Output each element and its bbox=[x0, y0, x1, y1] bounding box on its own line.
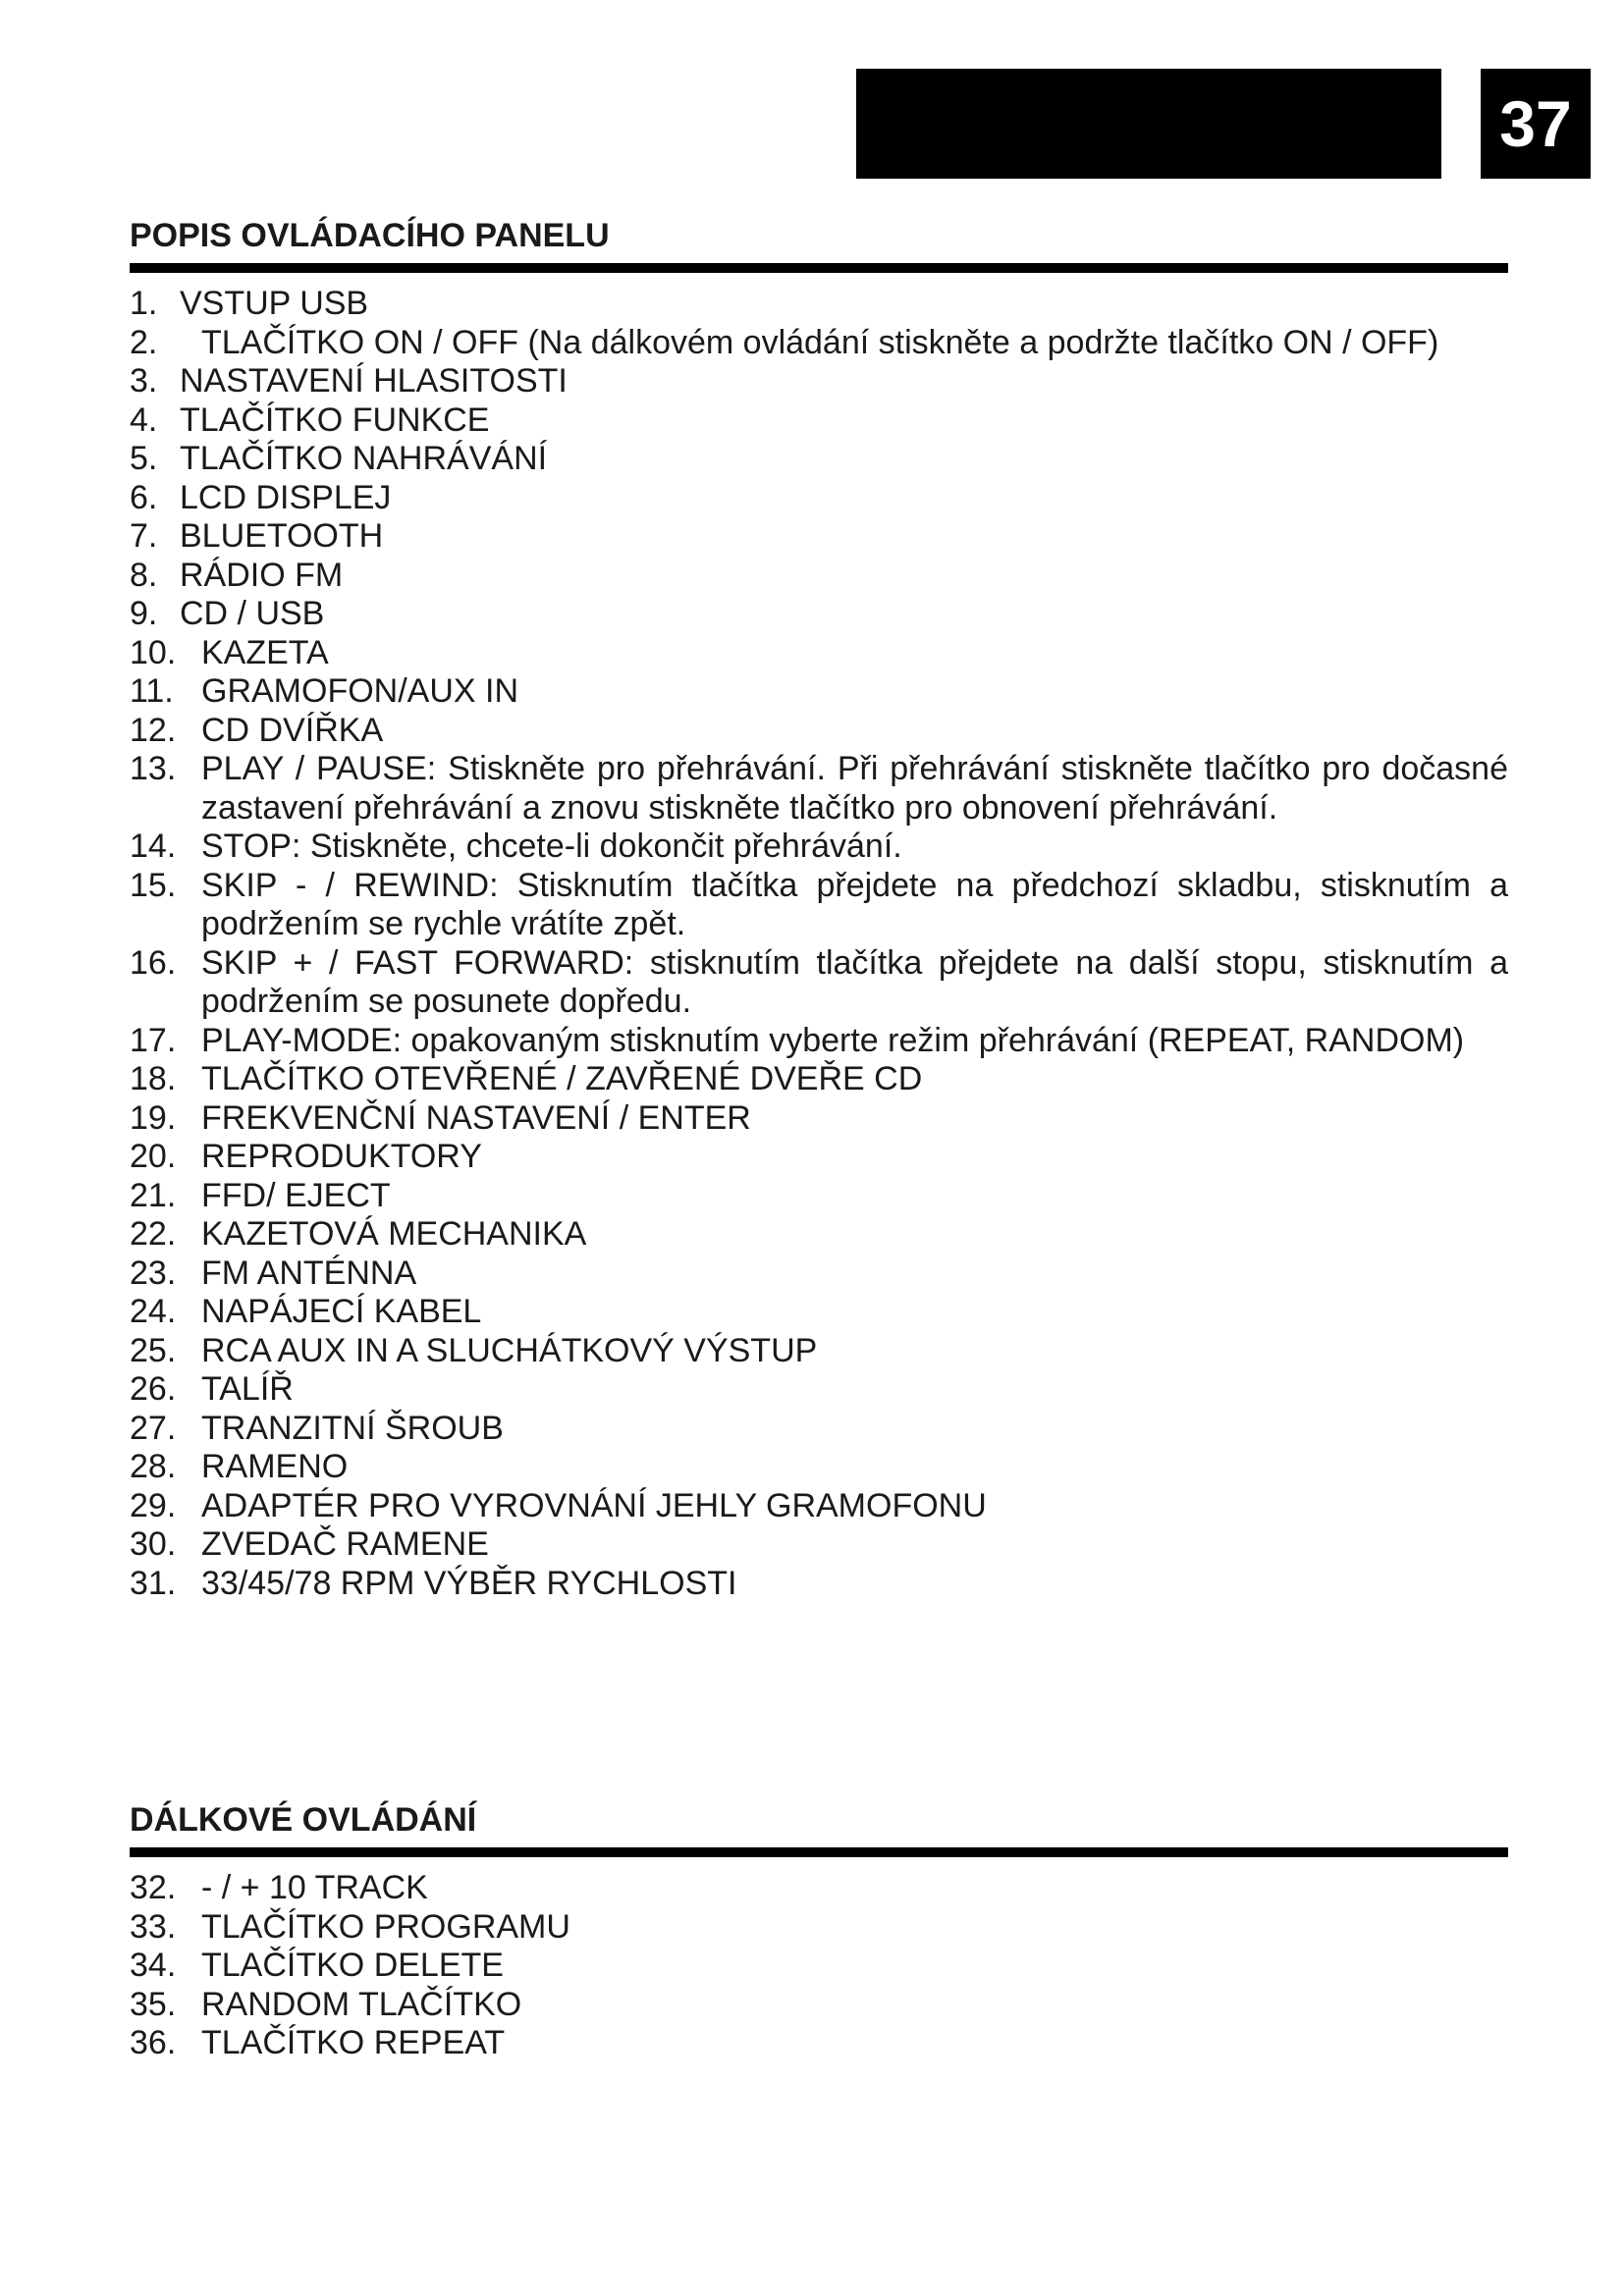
item-text: TLAČÍTKO OTEVŘENÉ / ZAVŘENÉ DVEŘE CD bbox=[201, 1060, 923, 1097]
item-text: SKIP + / FAST FORWARD: stisknutím tlačítka přejdete na další stopu, stisknutím a podržením se posunete dopředu. bbox=[201, 943, 1508, 1020]
item-number: 30. bbox=[130, 1525, 177, 1563]
item-number: 6. bbox=[130, 478, 158, 516]
item-text: TALÍŘ bbox=[201, 1370, 294, 1408]
list-item bbox=[130, 712, 1508, 751]
list-item bbox=[130, 324, 1508, 363]
item-number: 22. bbox=[130, 1215, 177, 1253]
list-item bbox=[130, 828, 1508, 867]
item-number: 32. bbox=[130, 1869, 177, 1906]
list-item bbox=[130, 1293, 1508, 1332]
item-text: PLAY / PAUSE: Stiskněte pro přehrávání. Při přehrávání stiskněte tlačítko pro dočasné zastavení přehrávání a znovu stiskněte tlačítko pro obnovení přehrávání. bbox=[201, 750, 1508, 827]
list-item bbox=[130, 1448, 1508, 1487]
list-item bbox=[130, 1177, 1508, 1216]
item-text: SKIP - / REWIND: Stisknutím tlačítka přejdete na předchozí skladbu, stisknutím a podržením se rychle vrátíte zpět. bbox=[201, 866, 1508, 942]
list-item bbox=[130, 401, 1508, 441]
item-number: 36. bbox=[130, 2024, 177, 2061]
item-text: TLAČÍTKO PROGRAMU bbox=[201, 1907, 570, 1946]
list-item bbox=[130, 1565, 1508, 1604]
item-number: 19. bbox=[130, 1098, 177, 1137]
item-number: 7. bbox=[130, 517, 158, 555]
list-item bbox=[130, 1099, 1508, 1139]
item-text: TLAČÍTKO NAHRÁVÁNÍ bbox=[180, 440, 548, 477]
item-text: RAMENO bbox=[201, 1448, 349, 1485]
item-text: TLAČÍTKO FUNKCE bbox=[180, 400, 490, 439]
list-item bbox=[130, 1022, 1508, 1061]
item-text: RCA AUX IN A SLUCHÁTKOVÝ VÝSTUP bbox=[201, 1331, 818, 1369]
list-item bbox=[130, 2024, 1508, 2063]
item-number: 27. bbox=[130, 1409, 177, 1447]
item-text: TLAČÍTKO ON / OFF (Na dálkovém ovládání stiskněte a podržte tlačítko ON / OFF) bbox=[201, 323, 1439, 361]
list-item bbox=[130, 1410, 1508, 1449]
item-number: 33. bbox=[130, 1907, 177, 1946]
item-number: 14. bbox=[130, 828, 177, 865]
list-item bbox=[130, 285, 1508, 324]
item-number: 3. bbox=[130, 362, 158, 400]
item-number: 20. bbox=[130, 1138, 177, 1175]
list-item bbox=[130, 867, 1508, 944]
item-text: CD / USB bbox=[180, 595, 325, 632]
list-item bbox=[130, 1525, 1508, 1565]
item-list bbox=[130, 285, 1508, 1603]
list-item bbox=[130, 362, 1508, 401]
item-number: 8. bbox=[130, 556, 158, 594]
item-number: 12. bbox=[130, 711, 177, 749]
item-text: ADAPTÉR PRO VYROVNÁNÍ JEHLY GRAMOFONU bbox=[201, 1486, 987, 1524]
item-text: FM ANTÉNNA bbox=[201, 1254, 417, 1292]
item-text: - / + 10 TRACK bbox=[201, 1869, 428, 1906]
item-text: STOP: Stiskněte, chcete-li dokončit přehrávání. bbox=[201, 828, 902, 865]
item-number: 28. bbox=[130, 1448, 177, 1485]
item-text: CD DVÍŘKA bbox=[201, 711, 384, 749]
section-title: POPIS OVLÁDACÍHO PANELU bbox=[130, 217, 610, 254]
list-item bbox=[130, 944, 1508, 1022]
item-number: 13. bbox=[130, 750, 177, 787]
item-number: 11. bbox=[130, 672, 174, 710]
list-item bbox=[130, 1869, 1508, 1908]
section-control-panel bbox=[130, 214, 1508, 1603]
item-number: 10. bbox=[130, 633, 177, 671]
list-item bbox=[130, 672, 1508, 712]
item-text: TLAČÍTKO REPEAT bbox=[201, 2024, 506, 2061]
section-divider bbox=[130, 263, 1508, 273]
list-item bbox=[130, 479, 1508, 518]
item-number: 26. bbox=[130, 1370, 177, 1408]
item-number: 15. bbox=[130, 866, 177, 904]
item-number: 5. bbox=[130, 440, 158, 477]
item-text: LCD DISPLEJ bbox=[180, 478, 392, 516]
section-remote-control bbox=[130, 1798, 1508, 2063]
section-title: DÁLKOVÉ OVLÁDÁNÍ bbox=[130, 1801, 477, 1839]
list-item bbox=[130, 517, 1508, 557]
list-item bbox=[130, 1487, 1508, 1526]
list-item bbox=[130, 557, 1508, 596]
item-number: 1. bbox=[130, 285, 158, 322]
list-item bbox=[130, 595, 1508, 634]
list-item bbox=[130, 440, 1508, 479]
item-text: KAZETOVÁ MECHANIKA bbox=[201, 1215, 587, 1253]
item-number: 18. bbox=[130, 1060, 177, 1097]
item-list bbox=[130, 1869, 1508, 2063]
item-number: 4. bbox=[130, 400, 158, 439]
item-number: 17. bbox=[130, 1021, 177, 1059]
item-text: GRAMOFON/AUX IN bbox=[201, 672, 519, 710]
item-text: TLAČÍTKO DELETE bbox=[201, 1947, 504, 1984]
list-item bbox=[130, 1215, 1508, 1255]
item-number: 35. bbox=[130, 1985, 177, 2023]
item-number: 23. bbox=[130, 1254, 177, 1292]
item-text: FFD/ EJECT bbox=[201, 1176, 391, 1214]
list-item bbox=[130, 1370, 1508, 1410]
item-text: FREKVENČNÍ NASTAVENÍ / ENTER bbox=[201, 1098, 751, 1137]
item-number: 29. bbox=[130, 1486, 177, 1524]
item-text: 33/45/78 RPM VÝBĚR RYCHLOSTI bbox=[201, 1564, 737, 1602]
item-text: KAZETA bbox=[201, 633, 329, 671]
item-text: RÁDIO FM bbox=[180, 556, 344, 594]
item-text: RANDOM TLAČÍTKO bbox=[201, 1985, 522, 2023]
list-item bbox=[130, 1332, 1508, 1371]
item-text: REPRODUKTORY bbox=[201, 1138, 482, 1175]
list-item bbox=[130, 1138, 1508, 1177]
item-text: TRANZITNÍ ŠROUB bbox=[201, 1409, 504, 1447]
header-bar bbox=[856, 69, 1441, 179]
item-text: NASTAVENÍ HLASITOSTI bbox=[180, 362, 568, 400]
page-number-box bbox=[1481, 69, 1591, 179]
list-item bbox=[130, 1947, 1508, 1986]
list-item bbox=[130, 1986, 1508, 2025]
item-text: PLAY-MODE: opakovaným stisknutím vyberte režim přehrávání (REPEAT, RANDOM) bbox=[201, 1021, 1465, 1059]
list-item bbox=[130, 1060, 1508, 1099]
item-text: BLUETOOTH bbox=[180, 517, 384, 555]
list-item bbox=[130, 634, 1508, 673]
page-number: 37 bbox=[1499, 87, 1572, 160]
item-text: VSTUP USB bbox=[180, 285, 369, 322]
item-number: 25. bbox=[130, 1331, 177, 1369]
item-number: 34. bbox=[130, 1947, 177, 1984]
item-number: 31. bbox=[130, 1564, 177, 1602]
list-item bbox=[130, 1255, 1508, 1294]
item-number: 2. bbox=[130, 323, 158, 361]
item-number: 9. bbox=[130, 595, 158, 632]
item-number: 21. bbox=[130, 1176, 177, 1214]
list-item bbox=[130, 750, 1508, 828]
item-number: 24. bbox=[130, 1293, 177, 1330]
section-divider bbox=[130, 1847, 1508, 1857]
item-text: NAPÁJECÍ KABEL bbox=[201, 1293, 482, 1330]
item-number: 16. bbox=[130, 943, 177, 982]
item-text: ZVEDAČ RAMENE bbox=[201, 1525, 489, 1563]
list-item bbox=[130, 1908, 1508, 1948]
